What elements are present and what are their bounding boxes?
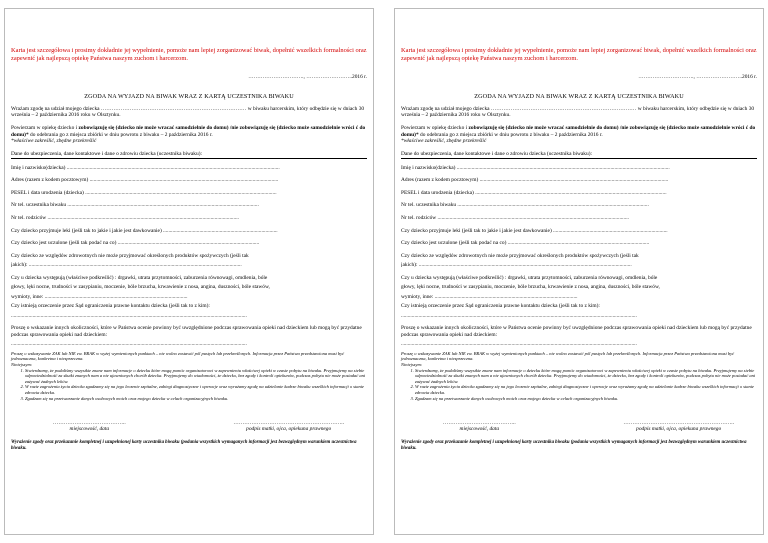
- strike-note: *właściwe zakreślić, zbędne przekreślić: [11, 138, 97, 145]
- field-court: Czy istnieją orzeczenie przez Sąd ograniczenia prawne kontaktu dziecka (jeśli tak to z kim):: [11, 303, 210, 310]
- intro-text: Karta jest szczegółowa i prosimy dokładnie jej wypełnienie, pomoże nam lepiej zorganizować biwak, dopełnić wszelkich formalności oraz zapewnić jak najlepszą opiekę Państwa naszym zuchom i harcerzom.: [11, 47, 367, 63]
- date-line: …………………………., ……………………..2016 r.: [638, 73, 757, 80]
- declare-label: Niniejszym:: [11, 362, 33, 368]
- form-title: ZGODA NA WYJAZD NA BIWAK WRAZ Z KARTĄ UCZESTNIKA BIWAKU: [474, 92, 684, 100]
- signature-row: [401, 420, 757, 432]
- footer-note: Wyrażenie zgody oraz przekazanie kompletnej i uzupełnionej karty uczestnika biwaku (podania wszystkich wymaganych informacji jest bezwzględnym warunkiem uczestnictwa biwaku.: [11, 440, 357, 452]
- field-court-line[interactable]: ...............................................................................................................................................................................: [11, 312, 247, 319]
- field-allergy[interactable]: Czy dziecko jest uczulone (jeśli tak podać na co) .........................................................................................................: [401, 240, 650, 247]
- signature-row: [11, 420, 367, 432]
- form-title: ZGODA NA WYJAZD NA BIWAK WRAZ Z KARTĄ UCZESTNIKA BIWAKU: [84, 92, 294, 100]
- ack-text: Proszę o wskazywanie ZAK lub NIE ew. BRAK w wyżej wymienionych punktach – nie wolno zostawić pól pustych lub przekreślonych. Informacja przez Państwa przedstawiona musi być jednoznaczna, konkretna i niesprzeczna.: [11, 350, 345, 362]
- pickup-lead: Powierzam w opiekę dziecko i: [11, 125, 79, 131]
- parent-signature[interactable]: [210, 420, 367, 432]
- field-phone-parents[interactable]: Nr tel. rodziców ..............................................................................................................................................: [11, 215, 239, 222]
- field-diet-which[interactable]: jakich): ..............................................................................................................................................................: [11, 262, 242, 269]
- field-allergy[interactable]: Czy dziecko jest uczulone (jeśli tak podać na co) .........................................................................................................: [11, 240, 260, 247]
- declaration-list: [11, 368, 367, 402]
- field-address[interactable]: Adres (razem z kodem pocztowym) ............................................................................................................................................: [11, 177, 279, 184]
- declaration-item: 1. Stwierdzamy, że podaliśmy wszystkie znane nam informacje o dziecku które mogą pomóc organizatorowi w zapewnieniu właściwej opieki w czasie pobytu na biwaku. Przyjmujemy na siebie odpowiedzialność za skutki znanych nam a nie ujawnionych chorób dziecka. Przyjmujemy do wiadomości, że dziecko, bez zgody i kontroli opiekunów, podczas pobytu nie może posiadać ani zażywać żadnych leków.: [25, 368, 367, 385]
- field-meds[interactable]: Czy dziecko przyjmuje leki (jeśli tak to jakie i jakie jest dawkowanie) .....................................................................................: [401, 227, 668, 234]
- field-symptoms-cont: głowy, lęki nocne, trudności w zasypianiu, moczenie, bóle brzucha, krwawienie z nosa, angina, duszności, bóle stawów,: [11, 284, 270, 291]
- section-heading: Dane do ubezpieczenia, dane kontaktowe i dane o zdrowiu dziecka (uczestnika biwaku):: [401, 151, 757, 159]
- parent-signature-line: ……………………………………………………..: [233, 420, 344, 427]
- field-others[interactable]: wymioty, inne: ..........................................................................................................: [401, 293, 578, 300]
- field-name[interactable]: Imię i nazwisko(dziecka) ..............................................................................................................................................................: [401, 164, 670, 171]
- request-text: Proszę o wskazanie innych okoliczności, które w Państwa ocenie powinny być uwzględnione podczas sprawowania opieki nad dzieckiem lub mogą być przydatne podczas sprawowania opieki nad dzieckiem:: [401, 325, 752, 338]
- field-court-line[interactable]: ...............................................................................................................................................................................: [401, 312, 637, 319]
- field-diet-which[interactable]: jakich): ..............................................................................................................................................................: [401, 262, 632, 269]
- declaration-list: [401, 368, 757, 402]
- field-phone-scout[interactable]: Nr tel. uczestnika biwaku ..............................................................................................................................................: [11, 202, 259, 209]
- form-page-right: [394, 8, 764, 535]
- pickup-tail: do odebrania go z miejsca zbiórki w dniu powrotu z biwaku – 2 października 2016 r.: [418, 131, 603, 138]
- footer-note: Wyrażenie zgody oraz przekazanie kompletnej i uzupełnionej karty uczestnika biwaku (podania wszystkich wymaganych informacji jest bezwzględnym warunkiem uczestnictwa biwaku.: [401, 440, 747, 452]
- pickup-declaration: [401, 125, 757, 145]
- request-line[interactable]: ...............................................................................................................................................................................: [401, 341, 637, 348]
- request-text: Proszę o wskazanie innych okoliczności, które w Państwa ocenie powinny być uwzględnione podczas sprawowania opieki nad dzieckiem lub mogą być przydatne podczas sprawowania opieki nad dzieckiem:: [11, 325, 362, 338]
- field-diet: Czy dziecko ze względów zdrowotnych nie może przyjmować określonych produktów spożywczych (jeśli tak: [11, 252, 249, 259]
- ack-text: Proszę o wskazywanie ZAK lub NIE ew. BRAK w wyżej wymienionych punktach – nie wolno zostawić pól pustych lub przekreślonych. Informacja przez Państwa przedstawiona musi być jednoznaczna, konkretna i niesprzeczna.: [401, 350, 735, 362]
- place-date-signature[interactable]: [11, 420, 168, 432]
- place-date-line: …………………………………..: [52, 420, 126, 427]
- place-date-line: …………………………………..: [442, 420, 516, 427]
- field-phone-parents[interactable]: Nr tel. rodziców ..............................................................................................................................................: [401, 215, 629, 222]
- field-name[interactable]: Imię i nazwisko(dziecka) ..............................................................................................................................................................: [11, 164, 280, 171]
- field-pesel[interactable]: PESEL i data urodzenia (dziecka) ..............................................................................................................................................: [401, 189, 667, 196]
- field-symptoms: Czy u dziecka występują (właściwe podkreślić) : drgawki, utrata przytomności, zaburzenia równowagi, omdlenia, bóle: [11, 274, 268, 281]
- consent-text: Wrażam zgodę na udział mojego dziecka ……………………………………………………………………… w biwaku harcerskim, który odbędzie się w dniach 30 września – 2 października 2016 roku w Olsztynku.: [401, 105, 755, 119]
- declaration-item: 3. Zgadzam się na przetwarzanie danych osobowych moich oraz mojego dziecka w celach organizacyjnych biwaku.: [25, 396, 367, 402]
- field-others[interactable]: wymioty, inne: ..........................................................................................................: [11, 293, 188, 300]
- date-line: …………………………., ……………………..2016 r.: [248, 73, 367, 80]
- field-diet: Czy dziecko ze względów zdrowotnych nie może przyjmować określonych produktów spożywczych (jeśli tak: [401, 252, 639, 259]
- parent-signature-line: ……………………………………………………..: [623, 420, 734, 427]
- request-line[interactable]: ...............................................................................................................................................................................: [11, 341, 247, 348]
- consent-text: Wrażam zgodę na udział mojego dziecka ……………………………………………………………………… w biwaku harcerskim, który odbędzie się w dniach 30 września – 2 października 2016 roku w Olsztynku.: [11, 105, 365, 119]
- field-address[interactable]: Adres (razem z kodem pocztowym) ............................................................................................................................................: [401, 177, 669, 184]
- field-symptoms-cont: głowy, lęki nocne, trudności w zasypianiu, moczenie, bóle brzucha, krwawienie z nosa, angina, duszności, bóle stawów,: [401, 284, 660, 291]
- pickup-options: zobowiązuję się (dziecko nie może wracać samodzielnie do domu) /nie zobowiązuję się (dziecko może samodzielnie wróci ć do domu)*: [11, 125, 366, 138]
- declaration-item: 2. W razie zagrożenia życia dziecka zgadzamy się na jego leczenie szpitalne, zabiegi diagnostyczne i operacje oraz wyrażamy zgodę na udzielanie kadrze biwaku wszelkich informacji o stanie zdrowia dziecka.: [25, 384, 367, 395]
- field-court: Czy istnieją orzeczenie przez Sąd ograniczenia prawne kontaktu dziecka (jeśli tak to z kim):: [401, 303, 600, 310]
- declare-label: Niniejszym:: [401, 362, 423, 368]
- place-date-label: miejscowość, data: [69, 426, 110, 433]
- parent-signature-label: podpis matki, ojca, opiekuna prawnego: [246, 426, 332, 433]
- field-symptoms: Czy u dziecka występują (właściwe podkreślić) : drgawki, utrata przytomności, zaburzenia równowagi, omdlenia, bóle: [401, 274, 658, 281]
- declaration-item: 3. Zgadzam się na przetwarzanie danych osobowych moich oraz mojego dziecka w celach organizacyjnych biwaku.: [415, 396, 757, 402]
- pickup-lead: Powierzam w opiekę dziecko i: [401, 125, 469, 131]
- form-page-left: [4, 8, 374, 535]
- parent-signature-label: podpis matki, ojca, opiekuna prawnego: [636, 426, 722, 433]
- section-heading: Dane do ubezpieczenia, dane kontaktowe i dane o zdrowiu dziecka (uczestnika biwaku):: [11, 151, 367, 159]
- place-date-signature[interactable]: [401, 420, 558, 432]
- pickup-declaration: [11, 125, 367, 145]
- declaration-item: 1. Stwierdzamy, że podaliśmy wszystkie znane nam informacje o dziecku które mogą pomóc organizatorowi w zapewnieniu właściwej opieki w czasie pobytu na biwaku. Przyjmujemy na siebie odpowiedzialność za skutki znanych nam a nie ujawnionych chorób dziecka. Przyjmujemy do wiadomości, że dziecko, bez zgody i kontroli opiekunów, podczas pobytu nie może posiadać ani zażywać żadnych leków.: [415, 368, 757, 385]
- field-meds[interactable]: Czy dziecko przyjmuje leki (jeśli tak to jakie i jakie jest dawkowanie) .....................................................................................: [11, 227, 278, 234]
- intro-text: Karta jest szczegółowa i prosimy dokładnie jej wypełnienie, pomoże nam lepiej zorganizować biwak, dopełnić wszelkich formalności oraz zapewnić jak najlepszą opiekę Państwa naszym zuchom i harcerzom.: [401, 47, 757, 63]
- place-date-label: miejscowość, data: [459, 426, 500, 433]
- declaration-item: 2. W razie zagrożenia życia dziecka zgadzamy się na jego leczenie szpitalne, zabiegi diagnostyczne i operacje oraz wyrażamy zgodę na udzielanie kadrze biwaku wszelkich informacji o stanie zdrowia dziecka.: [415, 384, 757, 395]
- field-phone-scout[interactable]: Nr tel. uczestnika biwaku ..............................................................................................................................................: [401, 202, 649, 209]
- parent-signature[interactable]: [600, 420, 757, 432]
- field-pesel[interactable]: PESEL i data urodzenia (dziecka) ..............................................................................................................................................: [11, 189, 277, 196]
- pickup-tail: do odebrania go z miejsca zbiórki w dniu powrotu z biwaku – 2 października 2016 r.: [28, 131, 213, 138]
- pickup-options: zobowiązuję się (dziecko nie może wracać samodzielnie do domu) /nie zobowiązuję się (dziecko może samodzielnie wróci ć do domu)*: [401, 125, 756, 138]
- strike-note: *właściwe zakreślić, zbędne przekreślić: [401, 138, 487, 145]
